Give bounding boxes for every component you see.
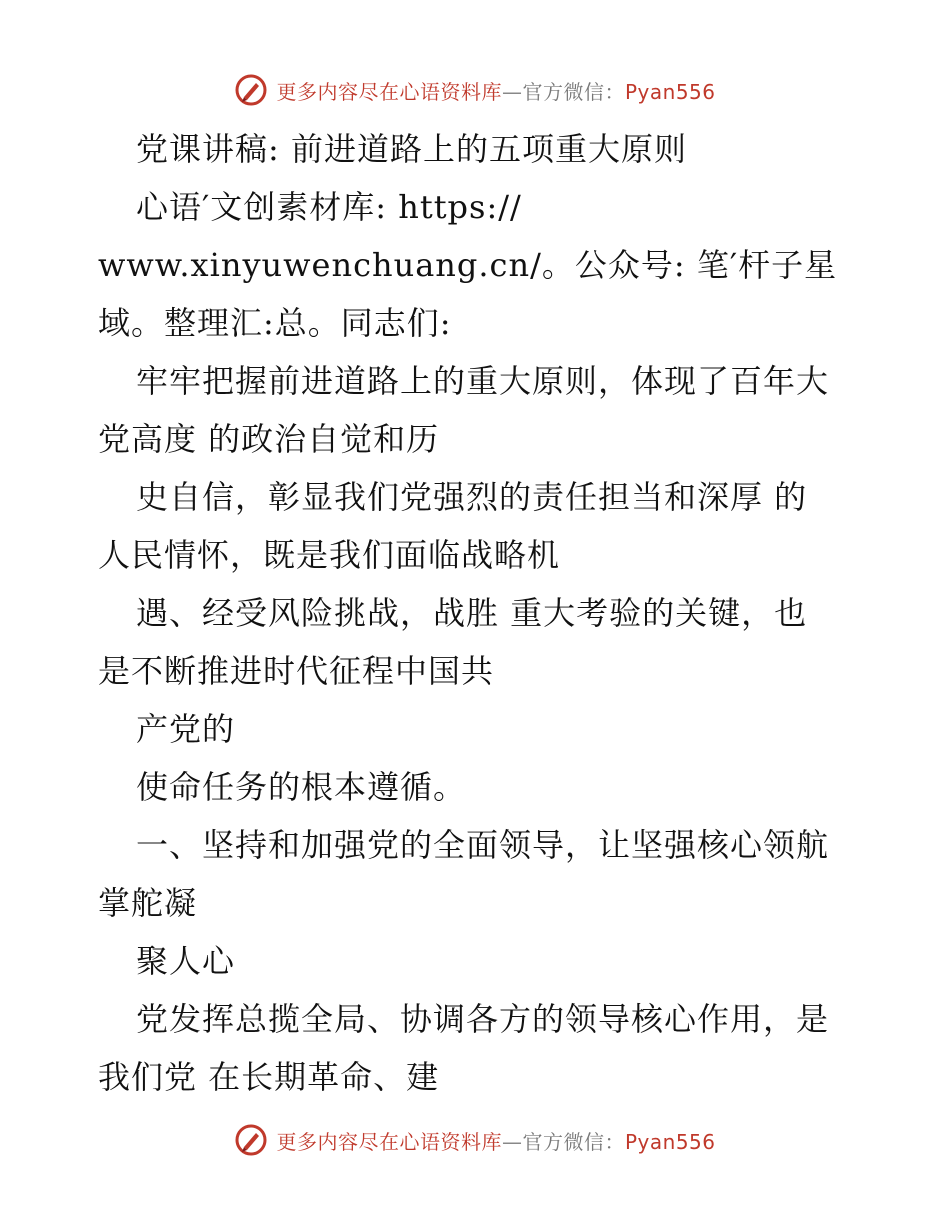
text-line: 我们党 在长期革命、建 (98, 1058, 440, 1096)
watermark-official-label: 官方微信： (522, 79, 625, 104)
text-line: 域。整理汇:总。同志们: (98, 304, 452, 342)
watermark-text (276, 1126, 715, 1155)
text-line: 遇、经受风险挑战，战胜 重大考验的关键，也 (136, 594, 808, 632)
text-line: 人民情怀，既是我们面临战略机 (98, 536, 561, 574)
pen-logo-icon (234, 73, 268, 107)
text-line: 产党的 (136, 710, 236, 748)
text-line: 使命任务的根本遵循。 (136, 768, 467, 806)
text-line: 党高度 的政治自觉和历 (98, 420, 440, 458)
header-watermark (0, 70, 950, 110)
text-line: 党课讲稿: 前进道路上的五项重大原则 (136, 130, 687, 168)
pen-logo-icon (234, 1123, 268, 1157)
text-line: 党发挥总揽全局、协调各方的领导核心作用，是 (136, 1000, 830, 1038)
footer-watermark (0, 1120, 950, 1160)
watermark-wechat-id: Pyan556 (624, 1129, 716, 1154)
watermark-text (276, 76, 715, 105)
text-line: 史自信，彰显我们党强烈的责任担当和深厚 的 (136, 478, 808, 516)
document-body (98, 120, 858, 1106)
watermark-wechat-id: Pyan556 (624, 79, 716, 104)
watermark-main: 更多内容尽在心语资料库 (276, 1129, 502, 1154)
watermark-separator: — (501, 1129, 523, 1154)
text-line: 一、坚持和加强党的全面领导，让坚强核心领航 (136, 826, 830, 864)
watermark-separator: — (501, 79, 523, 104)
text-line: 心语′文创素材库: https:// (136, 188, 522, 226)
text-line: 聚人心 (136, 942, 236, 980)
text-line: 牢牢把握前进道路上的重大原则，体现了百年大 (136, 362, 830, 400)
text-line: 掌舵凝 (98, 884, 198, 922)
watermark-official-label: 官方微信： (522, 1129, 625, 1154)
text-line: 是不断推进时代征程中国共 (98, 652, 495, 690)
text-line: www.xinyuwenchuang.cn/。公众号: 笔′杆子星 (98, 246, 838, 284)
watermark-main: 更多内容尽在心语资料库 (276, 79, 502, 104)
